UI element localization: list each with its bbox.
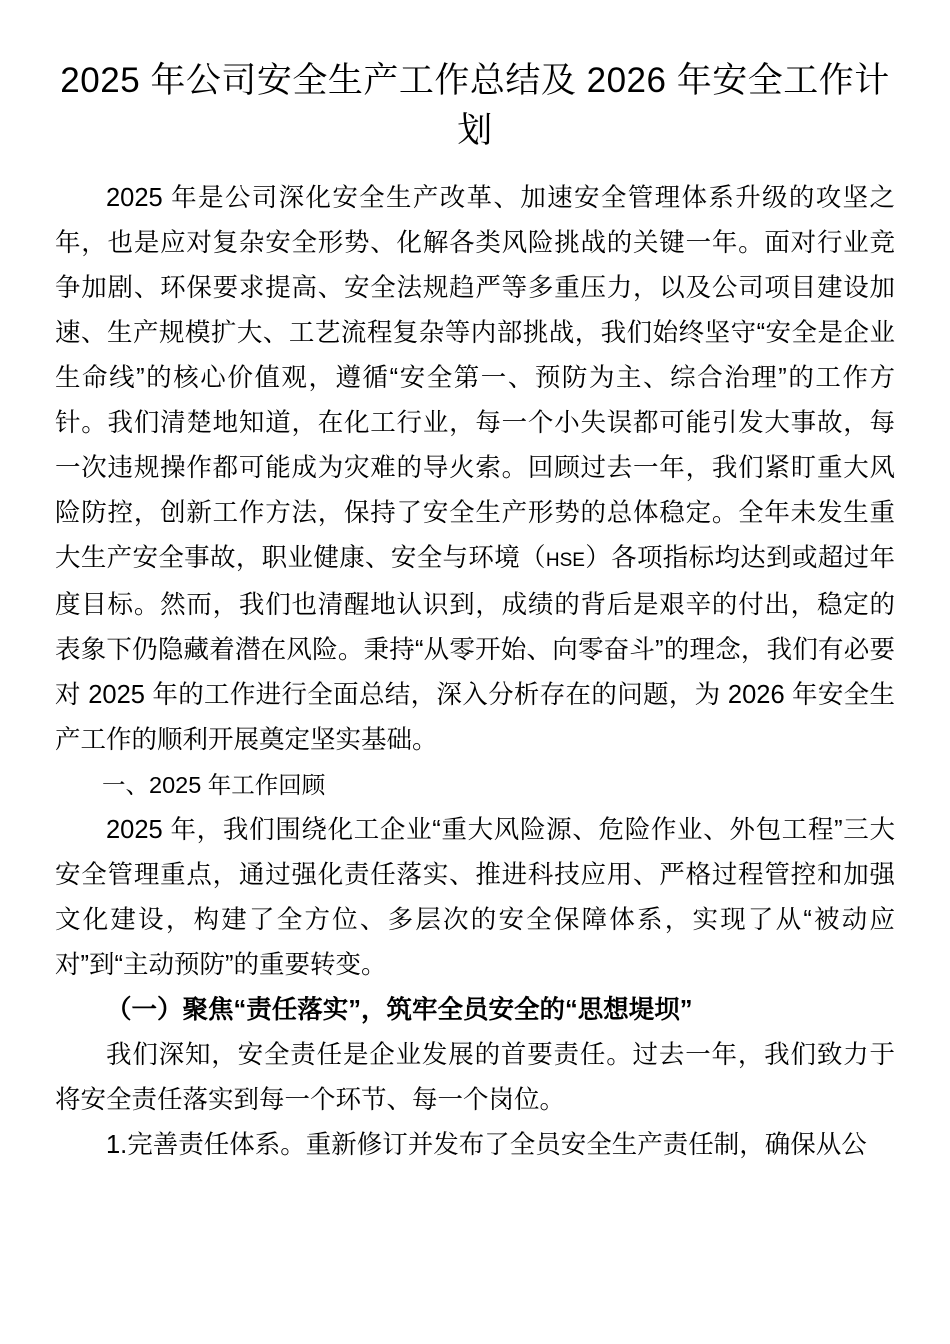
- paragraph-segment-3: ）各项指标均达到或超过年度目标。然而，我们也清醒地认识到，成绩的背后是艰辛的付出，稳定的表象下仍隐藏着潜在风险。秉持“从零开始、向零奋斗”的理念，我们有必要对 2025 年的工作进行全面总结，深入分析存在的问题，为 2026 年安全生产工作的顺利开展奠定坚实基础。: [55, 544, 895, 754]
- paragraph-opening: [55, 176, 895, 763]
- paragraph-responsibility-intro: 我们深知，安全责任是企业发展的首要责任。过去一年，我们致力于将安全责任落实到每一个环节、每一个岗位。: [55, 1041, 895, 1114]
- paragraph-safety-focus: 2025 年，我们围绕化工企业“重大风险源、危险作业、外包工程”三大安全管理重点，通过强化责任落实、推进科技应用、严格过程管控和加强文化建设，构建了全方位、多层次的安全保障体系，实现了从“被动应对”到“主动预防”的重要转变。: [55, 816, 895, 979]
- hse-abbreviation: HSE: [545, 550, 585, 571]
- paragraph-segment-1: 2025 年是公司深化安全生产改革、加速安全管理体系升级的攻坚之年，也是应对复杂安全形势、化解各类风险挑战的关键一年。面对行业竞争加剧、环保要求提高、安全法规趋严等多重压力，以及公司项目建设加速、生产规模扩大、工艺流程复杂等内部挑战，我们始终坚守“安全是企业生命线”的核心价值观，遵循“安全第一、预防为主、综合治理”的工作方针。我们清楚地知道，在化工行业，每一个小失误都可能引发大事故，每一次违规操作都可能成为灾难的导火索。回顾过去一年，我们紧盯重大风险防控，创新工作方法，保持了安全生产形势的总体稳定。全年未发生重大生产安全事故，职业健康、安全与环境（: [55, 184, 895, 572]
- section-heading-year-review: 一、2025 年工作回顾: [102, 772, 326, 798]
- subsection-heading-responsibility: （一）聚焦“责任落实”，筑牢全员安全的“思想堤坝”: [106, 996, 693, 1024]
- paragraph-item-1: 1.完善责任体系。重新修订并发布了全员安全生产责任制，确保从公: [106, 1131, 867, 1159]
- document-content: [55, 0, 895, 1168]
- page-title: 2025 年公司安全生产工作总结及 2026 年安全工作计划: [60, 61, 890, 150]
